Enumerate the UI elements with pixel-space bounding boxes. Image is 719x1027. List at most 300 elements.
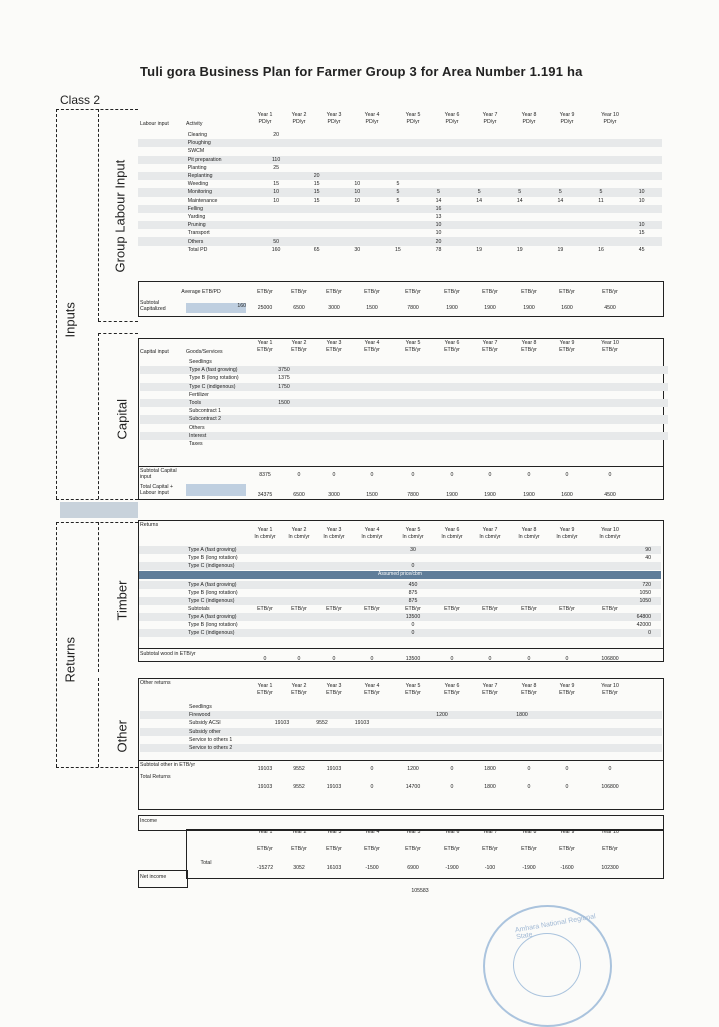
capital-total-value-2: 6500 [293, 492, 305, 498]
income-values-box [186, 829, 664, 879]
timber-etb-unit-8: ETB/yr [521, 606, 537, 612]
goods-name: Subcontract 1 [189, 408, 222, 415]
other-subtotal-value-8: 0 [527, 766, 531, 772]
labour-value: 15 [395, 246, 401, 253]
capital-unit-8: ETB/yr [521, 347, 537, 353]
other-value [542, 744, 582, 752]
labour-value [337, 156, 378, 164]
table-row [138, 197, 662, 205]
labour-value [296, 205, 337, 213]
total-returns-value-2: 9552 [293, 784, 305, 790]
timber-subtotal-y10: 64800 [636, 614, 651, 620]
activity-name: Clearing [187, 132, 208, 139]
labour-value [378, 213, 419, 221]
labour-value: 16 [418, 205, 459, 213]
labour-value [581, 139, 622, 147]
labour-year-1: Year 1 [257, 112, 273, 118]
table-row [140, 415, 668, 423]
income-year-4: Year 4 [364, 829, 380, 835]
income-unit-4: ETB/yr [364, 846, 380, 852]
labour-value [459, 221, 500, 229]
labour-etb-unit-7: ETB/yr [482, 289, 498, 295]
total-returns-value-4: 0 [370, 784, 374, 790]
labour-value [378, 147, 419, 155]
activity-name: Weeding [187, 181, 209, 188]
capital-year-10: Year 10 [601, 340, 619, 346]
table-row [140, 391, 668, 399]
other-year-6: Year 6 [444, 683, 460, 689]
capital-year-2: Year 2 [291, 340, 307, 346]
table-row [138, 147, 662, 155]
other-value [502, 744, 542, 752]
table-row [138, 172, 662, 180]
table-row [140, 744, 662, 752]
returns-col: Returns [140, 522, 159, 528]
labour-value [540, 229, 581, 237]
capital-year-3: Year 3 [326, 340, 342, 346]
goods-name: Fertilizer [189, 391, 209, 398]
other-value [582, 703, 622, 711]
capital-subtotal-value-4: 0 [370, 472, 374, 478]
other-value [262, 711, 302, 719]
capital-total-value-10: 4500 [604, 492, 616, 498]
labour-value [621, 139, 662, 147]
labour-value: 5 [396, 197, 400, 204]
timber-unit-5: In cbm/yr [402, 534, 424, 540]
labour-subtotal-value-5: 7800 [407, 305, 419, 311]
labour-value [459, 172, 500, 180]
other-return-name: Firewood [188, 711, 262, 719]
capital-year-7: Year 7 [482, 340, 498, 346]
table-row [140, 366, 668, 374]
other-unit-2: ETB/yr [291, 690, 307, 696]
capital-year-1: Year 1 [257, 340, 273, 346]
activity-name: Pit preparation [187, 156, 256, 164]
other-value: 9552 [316, 720, 328, 727]
income-unit-7: ETB/yr [482, 846, 498, 852]
other-subtotal-value-10: 0 [608, 766, 612, 772]
capital-subtotal-value-1: 8375 [259, 472, 271, 478]
labour-value: 10 [354, 181, 361, 188]
labour-value [296, 221, 337, 229]
other-subtotal-value-1: 19103 [257, 766, 273, 772]
labour-value [581, 164, 622, 172]
labour-year-4: Year 4 [364, 112, 380, 118]
labour-value [499, 131, 540, 139]
labour-value: 50 [256, 237, 297, 245]
labour-value [459, 131, 500, 139]
capital-unit-4: ETB/yr [364, 347, 380, 353]
other-value: 1200 [422, 711, 462, 719]
other-value [262, 728, 302, 736]
table-row [138, 156, 662, 164]
timber-unit-9: In cbm/yr [556, 534, 578, 540]
other-subtotal-value-7: 1800 [484, 766, 496, 772]
capital-value [268, 440, 300, 448]
table-row [140, 358, 668, 366]
table-row [140, 407, 668, 415]
labour-unit-1: PD/yr [258, 119, 272, 125]
other-subtotal-value-3: 19103 [326, 766, 342, 772]
table-row [138, 213, 662, 221]
other-subtotal-value-2: 9552 [293, 766, 305, 772]
labour-value [499, 229, 540, 237]
other-subtotal-value-4: 0 [370, 766, 374, 772]
other-value [582, 736, 622, 744]
capital-total-value-4: 1500 [366, 492, 378, 498]
labour-value [418, 139, 459, 147]
labour-value: 5 [499, 188, 540, 196]
other-label: Other [114, 719, 130, 753]
labour-value [418, 131, 459, 139]
labour-value [378, 237, 419, 245]
table-row [140, 719, 662, 727]
capital-unit-9: ETB/yr [559, 347, 575, 353]
avg-etb-value: 160 [186, 303, 246, 313]
capital-subtotal-value-3: 0 [332, 472, 336, 478]
timber-etb-unit-9: ETB/yr [559, 606, 575, 612]
timber-year-9: Year 9 [559, 527, 575, 533]
timber-unit-10: In cbm/yr [599, 534, 621, 540]
other-unit-7: ETB/yr [482, 690, 498, 696]
total-returns-value-10: 106800 [601, 784, 619, 790]
labour-value [581, 180, 622, 188]
labour-value [459, 213, 500, 221]
capital-year-8: Year 8 [521, 340, 537, 346]
capital-subtotal-value-7: 0 [488, 472, 492, 478]
income-year-9: Year 9 [559, 829, 575, 835]
income-year-8: Year 8 [521, 829, 537, 835]
labour-value: 19 [476, 246, 483, 253]
labour-value [296, 139, 337, 147]
income-year-1: Year 1 [257, 829, 273, 835]
labour-value [337, 131, 378, 139]
other-unit-6: ETB/yr [444, 690, 460, 696]
labour-value [581, 229, 622, 237]
labour-value: 10 [273, 197, 279, 204]
labour-unit-7: PD/yr [483, 119, 497, 125]
labour-value [621, 164, 662, 172]
other-value [542, 719, 582, 727]
timber-price-y10: 720 [642, 582, 651, 588]
activity-name: Monitoring [187, 188, 256, 196]
labour-value [256, 172, 297, 180]
labour-subtotal-value-8: 1900 [523, 305, 535, 311]
timber-label: Timber [114, 580, 130, 621]
labour-value: 5 [396, 181, 400, 188]
labour-unit-2: PD/yr [292, 119, 306, 125]
other-value [302, 703, 342, 711]
labour-value [378, 131, 419, 139]
timber-price-y5: 450 [408, 582, 418, 588]
labour-value [459, 164, 500, 172]
timber-unit-2: In cbm/yr [288, 534, 310, 540]
labour-subtotal-value-6: 1900 [446, 305, 458, 311]
capital-subtotal-value-8: 0 [527, 472, 531, 478]
stamp-text: Amhara National Regional State [514, 913, 597, 942]
labour-value [296, 237, 337, 245]
timber-year-10: Year 10 [601, 527, 619, 533]
timber-frame [98, 522, 99, 672]
timber-volume-y5: 30 [410, 547, 416, 553]
labour-value [540, 139, 581, 147]
capital-year-6: Year 6 [444, 340, 460, 346]
other-return-name: Subsidy other [188, 728, 262, 736]
other-unit-9: ETB/yr [559, 690, 575, 696]
labour-value [256, 229, 297, 237]
capital-total-value-1: 34375 [257, 492, 273, 498]
labour-value [621, 131, 662, 139]
other-value [462, 736, 502, 744]
labour-value [499, 180, 540, 188]
table-row [140, 432, 668, 440]
other-year-5: Year 5 [405, 683, 421, 689]
capital-subtotal-value-9: 0 [565, 472, 569, 478]
labour-value [540, 205, 581, 213]
timber-etb-unit-5: ETB/yr [405, 606, 421, 612]
timber-subtotal-y10: 0 [648, 630, 651, 636]
capital-subtotal-value-6: 0 [450, 472, 454, 478]
income-total-value-2: 3052 [293, 865, 305, 871]
activity-name: Maintenance [187, 197, 218, 204]
labour-value [296, 229, 337, 237]
group-labour-label: Group Labour Input [112, 159, 128, 273]
other-subtotal-value-9: 0 [565, 766, 569, 772]
labour-value [499, 237, 540, 245]
labour-value [337, 229, 378, 237]
capital-total-value-7: 1900 [484, 492, 496, 498]
other-unit-10: ETB/yr [602, 690, 618, 696]
income-total-value-1: -15272 [256, 865, 274, 871]
timber-subtotal-wood-label: Subtotal wood in ETB/yr [140, 651, 196, 657]
timber-year-5: Year 5 [405, 527, 421, 533]
table-row [140, 374, 668, 382]
labour-value: 5 [459, 188, 500, 196]
labour-value: 11 [598, 197, 604, 204]
labour-value [378, 139, 419, 147]
other-returns-col: Other returns [140, 680, 171, 686]
labour-value [459, 156, 500, 164]
labour-value [621, 172, 662, 180]
timber-subtotal-name: Type A (fast growing) [188, 614, 237, 620]
goods-name: Type C (indigenous) [188, 383, 268, 391]
capital-subtotal-value-5: 0 [411, 472, 415, 478]
other-value [622, 728, 662, 736]
labour-value [459, 205, 500, 213]
capital-frame [98, 333, 99, 499]
labour-value [499, 156, 540, 164]
labour-value [581, 147, 622, 155]
other-value [342, 711, 382, 719]
capital-value: 1750 [268, 383, 300, 391]
labour-value [337, 237, 378, 245]
activity-name: Ploughing [187, 139, 256, 147]
other-value [342, 703, 382, 711]
labour-value [296, 213, 337, 221]
income-total-value-3: 16103 [326, 865, 342, 871]
labour-input-col: Labour input [140, 121, 169, 127]
labour-value [459, 139, 500, 147]
assumed-price-bar: Assumed price/cbm [139, 571, 661, 579]
timber-etb-unit-7: ETB/yr [482, 606, 498, 612]
other-year-7: Year 7 [482, 683, 498, 689]
table-row [140, 728, 662, 736]
other-value [302, 744, 342, 752]
income-year-5: Year 5 [405, 829, 421, 835]
timber-etb-unit-2: ETB/yr [291, 606, 307, 612]
net-income-value: 105583 [411, 888, 429, 894]
labour-year-6: Year 6 [444, 112, 460, 118]
labour-value: 160 [271, 246, 281, 253]
total-returns-label: Total Returns [140, 774, 171, 780]
returns-frame-bottom [56, 767, 138, 768]
labour-value [621, 180, 662, 188]
labour-value [581, 213, 622, 221]
labour-value [337, 221, 378, 229]
timber-subtotal-y10: 42000 [636, 622, 651, 628]
other-value: 19103 [274, 720, 290, 727]
capital-table [140, 358, 668, 448]
other-value [302, 711, 342, 719]
other-year-3: Year 3 [326, 683, 342, 689]
goods-name: Interest [188, 432, 268, 440]
activity-name: Yarding [187, 213, 206, 220]
labour-value [256, 139, 297, 147]
activity-name: Transport [187, 230, 210, 237]
labour-frame [98, 109, 99, 321]
goods-name: Others [189, 424, 205, 431]
labour-value [621, 156, 662, 164]
inputs-frame-bottom [56, 499, 138, 500]
labour-value: 5 [418, 188, 459, 196]
other-value [262, 703, 302, 711]
labour-etb-unit-10: ETB/yr [602, 289, 618, 295]
labour-year-3: Year 3 [326, 112, 342, 118]
other-year-9: Year 9 [559, 683, 575, 689]
labour-value [378, 205, 419, 213]
income-total-value-9: -1600 [560, 865, 574, 871]
labour-value: 5 [540, 188, 581, 196]
capital-value [268, 415, 300, 423]
capital-year-9: Year 9 [559, 340, 575, 346]
timber-subtotal-wood-value-9: 0 [565, 656, 569, 662]
labour-value [540, 164, 581, 172]
total-returns-value-1: 19103 [257, 784, 273, 790]
table-row [140, 711, 662, 719]
income-unit-2: ETB/yr [291, 846, 307, 852]
labour-value [621, 213, 662, 221]
other-value [382, 719, 422, 727]
income-total-label: Total [200, 860, 212, 866]
timber-volume-y5: 0 [411, 563, 415, 569]
labour-value: 14 [476, 197, 483, 204]
goods-name: Type A (fast growing) [188, 366, 268, 374]
labour-year-2: Year 2 [291, 112, 307, 118]
labour-value [540, 147, 581, 155]
labour-value [337, 139, 378, 147]
labour-etb-unit-3: ETB/yr [326, 289, 342, 295]
labour-subtotal-value-2: 6500 [293, 305, 305, 311]
labour-value [337, 205, 378, 213]
other-value [462, 728, 502, 736]
capital-unit-10: ETB/yr [602, 347, 618, 353]
labour-value: 20 [273, 132, 279, 139]
labour-capital-divider [98, 321, 138, 322]
timber-year-1: Year 1 [257, 527, 273, 533]
other-value [422, 703, 462, 711]
table-row [138, 131, 662, 139]
other-value [502, 728, 542, 736]
labour-etb-unit-1: ETB/yr [257, 289, 273, 295]
timber-unit-3: In cbm/yr [323, 534, 345, 540]
labour-value [540, 172, 581, 180]
labour-value [256, 213, 297, 221]
goods-name: Seedlings [189, 359, 212, 366]
table-row [140, 383, 668, 391]
timber-volume-y10: 90 [645, 547, 651, 553]
timber-subtotal-wood-value-7: 0 [488, 656, 492, 662]
labour-value [499, 147, 540, 155]
labour-value: 65 [313, 246, 320, 253]
labour-subtotal-value-10: 4500 [604, 305, 616, 311]
capital-unit-5: ETB/yr [405, 347, 421, 353]
labour-value [499, 205, 540, 213]
labour-value [540, 131, 581, 139]
timber-subtotal-y5: 0 [411, 630, 415, 636]
table-row [140, 399, 668, 407]
other-value [422, 736, 462, 744]
labour-activity-col: Activity [186, 121, 203, 127]
activity-name: Planting [187, 164, 207, 171]
other-unit-1: ETB/yr [257, 690, 273, 696]
other-value [542, 728, 582, 736]
capital-value: 3750 [268, 366, 300, 374]
labour-value: 15 [313, 197, 320, 204]
labour-value [256, 221, 297, 229]
other-value [462, 711, 502, 719]
labour-value [581, 237, 622, 245]
total-returns-value-6: 0 [450, 784, 454, 790]
inputs-frame-left [56, 109, 57, 499]
income-total-value-5: 6900 [407, 865, 419, 871]
income-total-value-6: -1900 [445, 865, 459, 871]
total-returns-value-8: 0 [527, 784, 531, 790]
timber-subtotal-wood-value-8: 0 [527, 656, 531, 662]
labour-value: 10 [435, 230, 442, 237]
other-subtotal-value-5: 1200 [407, 766, 419, 772]
activity-name: Felling [187, 205, 256, 213]
capital-year-4: Year 4 [364, 340, 380, 346]
timber-subtotals-label: Subtotals [188, 606, 210, 612]
inputs-frame-top [56, 109, 138, 110]
labour-etb-unit-5: ETB/yr [405, 289, 421, 295]
other-value [302, 736, 342, 744]
labour-value [418, 180, 459, 188]
avg-etb-label: Average ETB/PD [181, 289, 221, 295]
other-value: 19103 [354, 720, 370, 727]
capital-value [268, 358, 300, 366]
labour-value [540, 180, 581, 188]
labour-value [581, 221, 622, 229]
labour-value [499, 221, 540, 229]
table-row [140, 424, 668, 432]
labour-unit-8: PD/yr [522, 119, 536, 125]
returns-frame-left [56, 522, 57, 767]
capital-year-5: Year 5 [405, 340, 421, 346]
labour-unit-10: PD/yr [603, 119, 617, 125]
official-stamp [483, 905, 612, 1027]
labour-value [621, 237, 662, 245]
